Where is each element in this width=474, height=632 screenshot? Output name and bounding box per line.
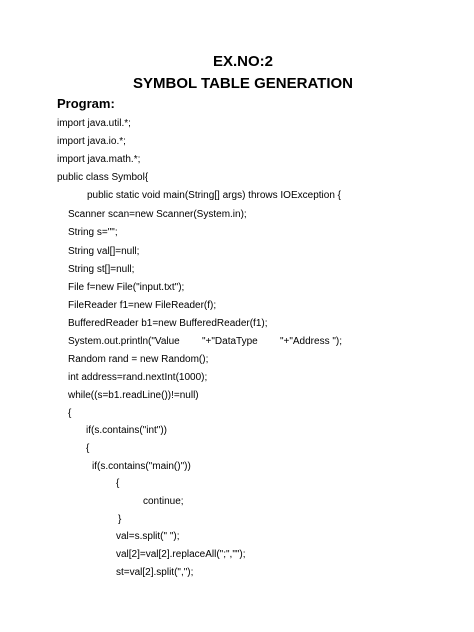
code-line: public static void main(String[] args) throws IOException { <box>87 190 341 201</box>
code-line: String st[]=null; <box>68 264 135 275</box>
code-line: import java.io.*; <box>57 136 126 147</box>
program-label: Program: <box>57 96 115 111</box>
code-line: String s=""; <box>68 227 118 238</box>
code-line: { <box>86 443 90 454</box>
code-line: Scanner scan=new Scanner(System.in); <box>68 209 247 220</box>
code-line: System.out.println("Value "+"DataType "+"Address "); <box>68 336 343 347</box>
code-line: val=s.split(" "); <box>116 531 180 542</box>
code-line: String val[]=null; <box>68 246 140 257</box>
code-line: { <box>68 408 72 419</box>
exercise-number: EX.NO:2 <box>212 53 273 70</box>
code-line: import java.math.*; <box>57 154 141 165</box>
code-line: if(s.contains("main()")) <box>92 461 191 472</box>
code-line: } <box>118 514 122 525</box>
code-line: { <box>116 478 120 489</box>
code-line: File f=new File("input.txt"); <box>68 282 185 293</box>
code-line: Random rand = new Random(); <box>68 354 209 365</box>
document-title: SYMBOL TABLE GENERATION <box>132 75 353 92</box>
code-line: FileReader f1=new FileReader(f); <box>68 300 217 311</box>
code-line: public class Symbol{ <box>57 172 149 183</box>
code-line: st=val[2].split(","); <box>116 567 194 578</box>
code-line: import java.util.*; <box>57 118 131 129</box>
code-line: BufferedReader b1=new BufferedReader(f1); <box>68 318 268 329</box>
code-line: int address=rand.nextInt(1000); <box>68 372 208 383</box>
code-line: if(s.contains("int")) <box>86 425 168 436</box>
code-line: while((s=b1.readLine())!=null) <box>68 390 199 401</box>
code-line: val[2]=val[2].replaceAll(";",""); <box>116 549 246 560</box>
code-line: continue; <box>143 496 184 507</box>
